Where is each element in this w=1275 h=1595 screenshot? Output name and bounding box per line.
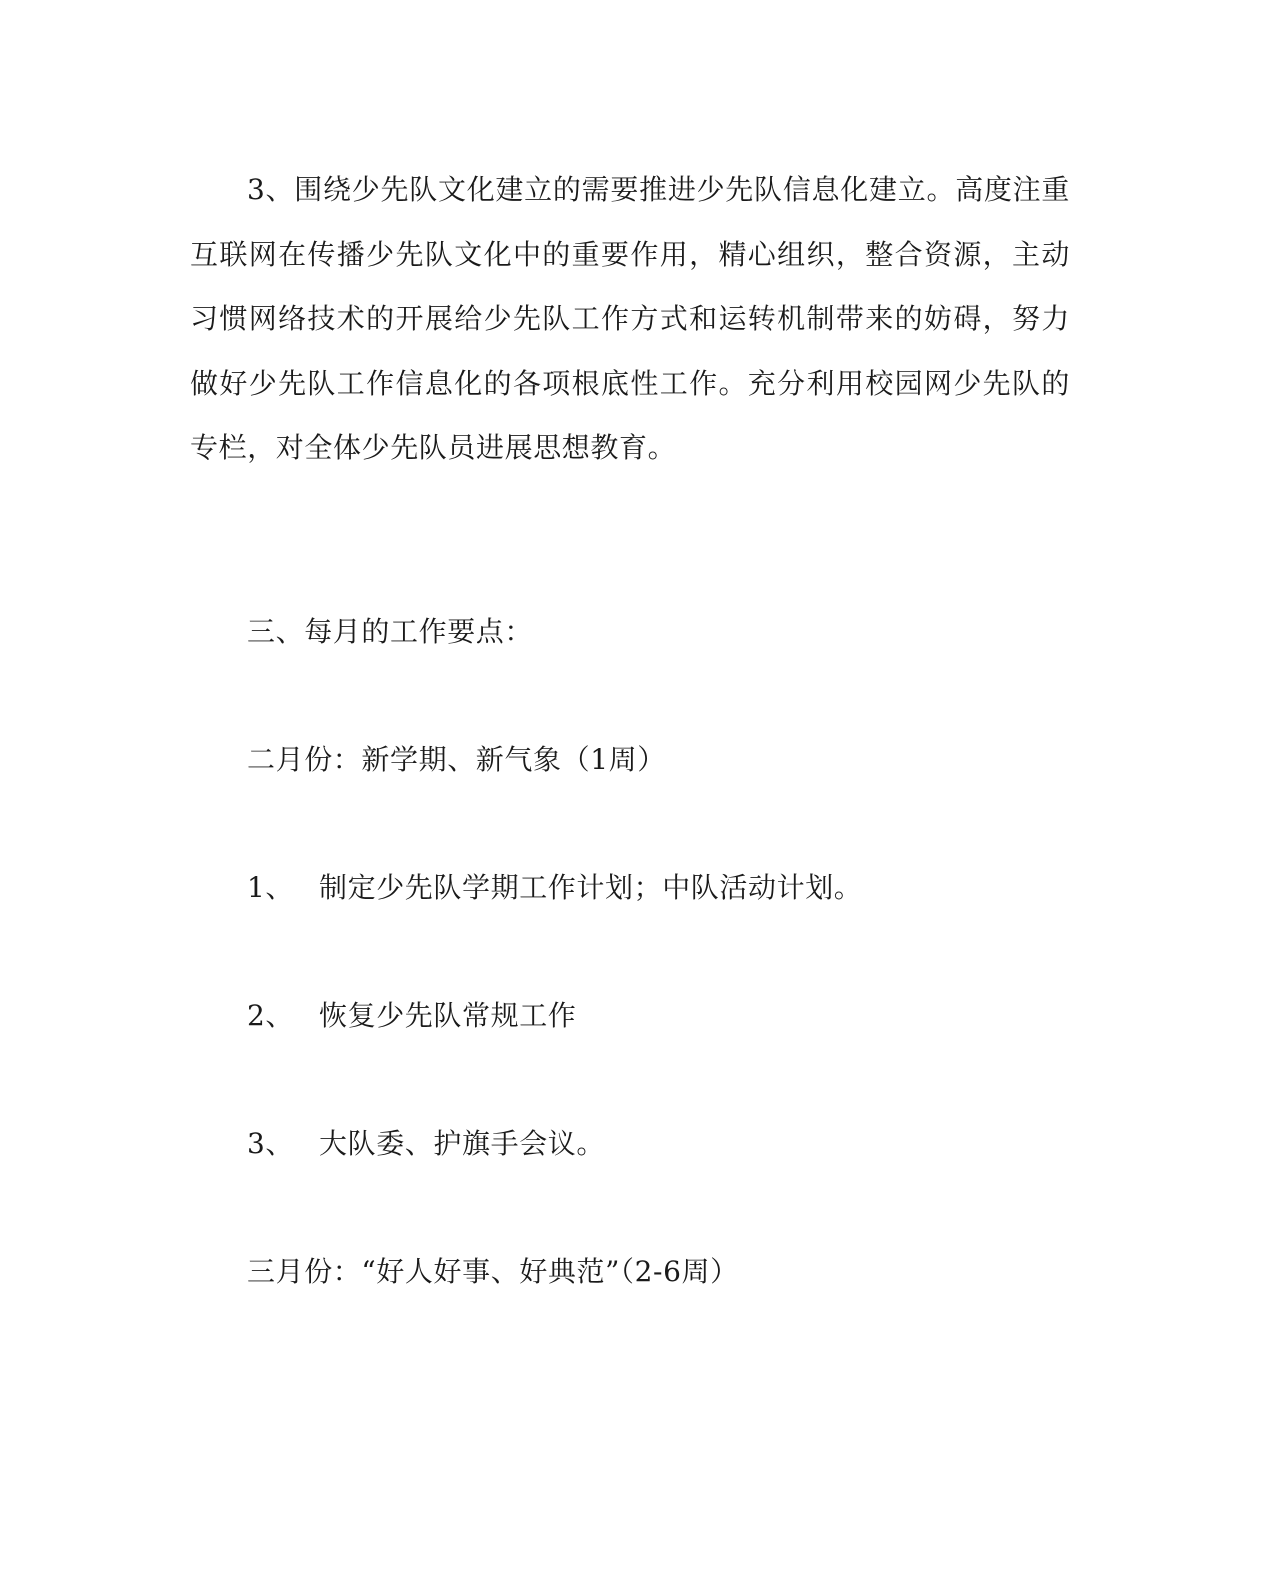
list-item-text: 制定少先队学期工作计划；中队活动计划。 xyxy=(319,871,863,904)
list-item xyxy=(247,868,862,908)
list-item-number: 1、 xyxy=(247,871,295,904)
list-item xyxy=(247,1124,605,1164)
list-item-number: 3、 xyxy=(247,1127,295,1160)
march-heading: 三月份：“好人好事、好典范”（2-6周） xyxy=(247,1255,739,1288)
section-heading-monthly-points: 三、每月的工作要点： xyxy=(247,615,534,648)
paragraph-informatization: 3、围绕少先队文化建立的需要推进少先队信息化建立。高度注重互联网在传播少先队文化中的重要作用，精心组织，整合资源，主动习惯网络技术的开展给少先队工作方式和运转机制带来的妨碍，努力做好少先队工作信息化的各项根底性工作。充分利用校园网少先队的专栏，对全体少先队员进展思想教育。 xyxy=(190,173,1070,464)
list-item xyxy=(247,996,576,1036)
list-item-number: 2、 xyxy=(247,999,295,1032)
list-item-text: 大队委、护旗手会议。 xyxy=(319,1127,606,1160)
february-heading: 二月份：新学期、新气象（1周） xyxy=(247,743,666,776)
list-item-text: 恢复少先队常规工作 xyxy=(319,999,577,1032)
